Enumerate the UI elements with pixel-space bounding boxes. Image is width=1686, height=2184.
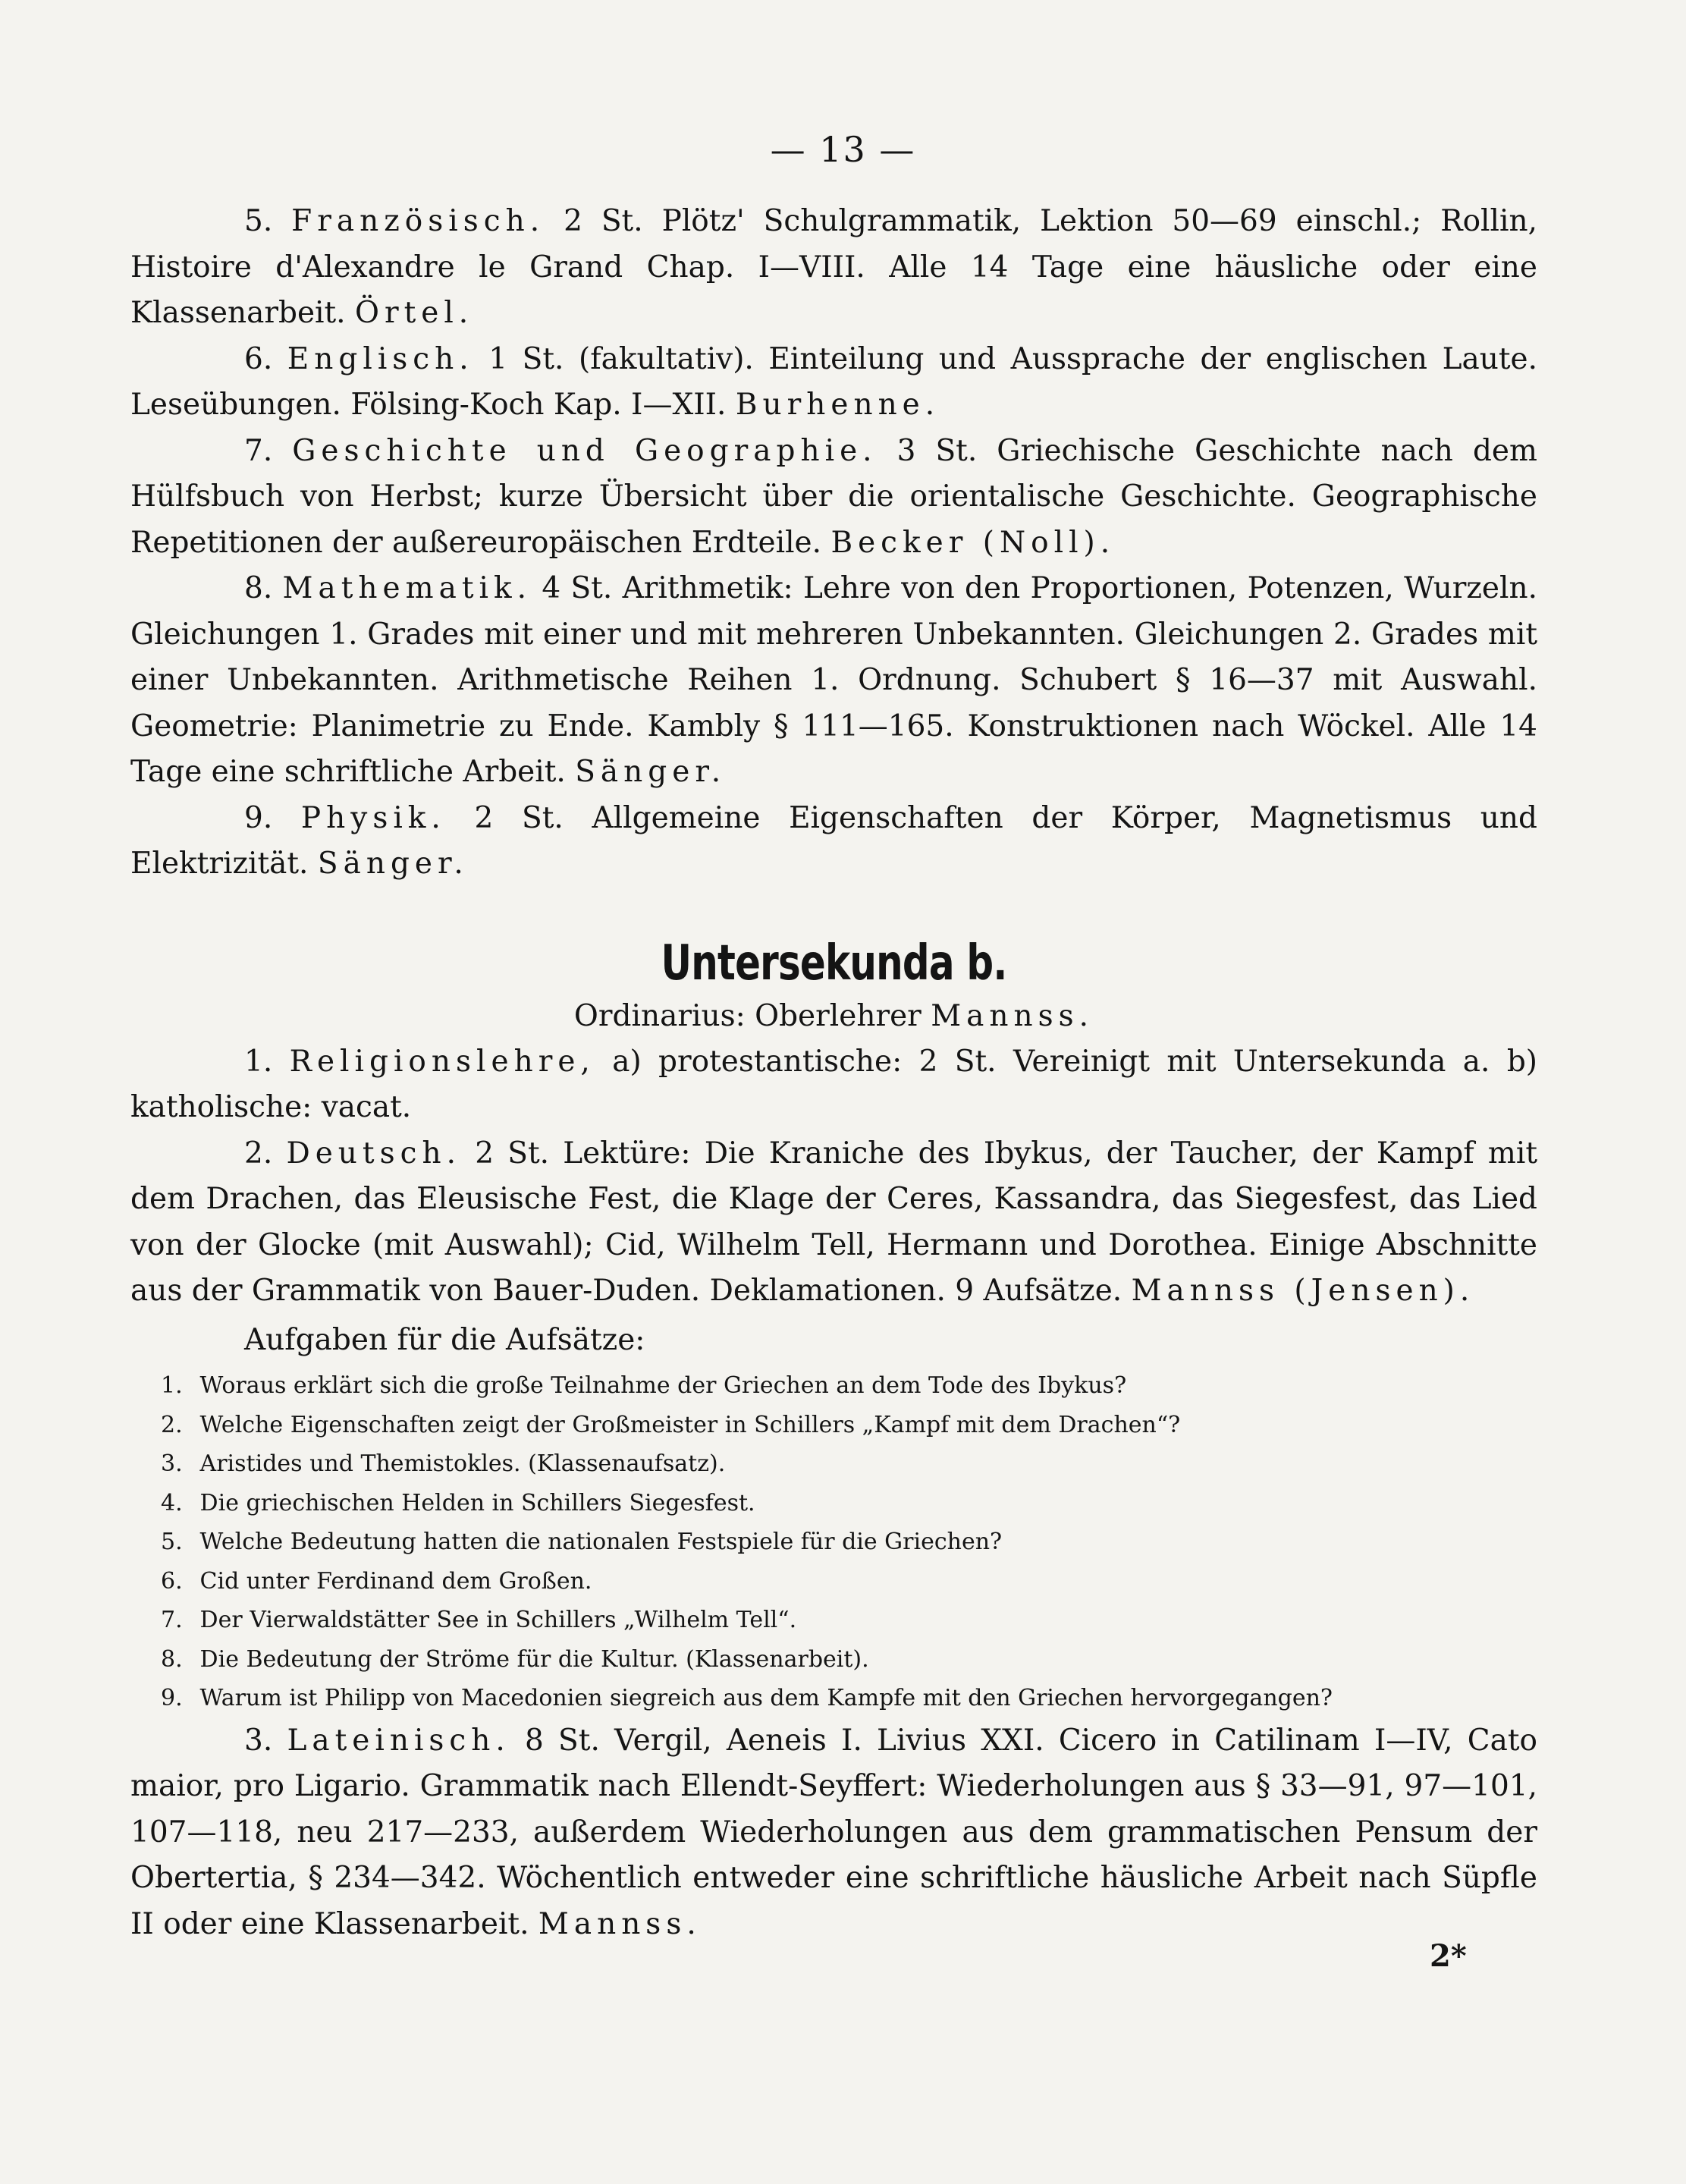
ordinarius-name: Mannss. [931, 998, 1094, 1033]
teacher-name: Burhenne. [735, 388, 940, 422]
list-item: 8. Die Bedeutung der Ströme für die Kultur. (Klassenarbeit). [161, 1645, 869, 1673]
section-physik: 9. Physik. 2 St. Allgemeine Eigenschaften der Körper, Magnetismus und Elektrizität. Sänger. [130, 800, 1537, 881]
class-heading: Untersekunda b. [661, 935, 1007, 991]
list-item: 4. Die griechischen Helden in Schillers Siegesfest. [161, 1489, 755, 1516]
list-item: 9. Warum ist Philipp von Macedonien siegreich aus dem Kampfe mit den Griechen hervorgegangen? [161, 1685, 1333, 1711]
subject-name: Physik. [300, 800, 446, 835]
subject-name: Lateinisch. [287, 1723, 510, 1758]
subject-name: Französisch. [291, 204, 545, 238]
teacher-name: Sänger. [317, 847, 469, 881]
ordinarius-line: Ordinarius: Oberlehrer Mannss. [573, 998, 1094, 1033]
section-mathematik: 8. Mathematik. 4 St. Arithmetik: Lehre von den Proportionen, Potenzen, Wurzeln. Gleichungen 1. Grades mit einer und mit mehreren Unbekannten. Gleichungen 2. Grades mit einer Unbekannten. Arithmetische Reihen 1. Ordnung. Schubert § 16—37 mit Auswahl. Geometrie: Planimetrie zu Ende. Kambly § 111—165. Konstruktionen nach Wöckel. Alle 14 Tage eine schriftliche Arbeit. Sänger. [130, 571, 1537, 789]
list-item: 5. Welche Bedeutung hatten die nationalen Festspiele für die Griechen? [161, 1529, 1003, 1555]
section-englisch: 6. Englisch. 1 St. (fakultativ). Einteilung und Aussprache der englischen Laute. Leseübungen. Fölsing-Koch Kap. I—XII. Burhenne. [130, 341, 1537, 422]
aufgaben-label: Aufgaben für die Aufsätze: [244, 1322, 645, 1357]
list-item: 6. Cid unter Ferdinand dem Großen. [161, 1567, 592, 1595]
subject-name: Englisch. [287, 341, 474, 376]
list-item: 2. Welche Eigenschaften zeigt der Großmeister in Schillers „Kampf mit dem Drachen“? [161, 1411, 1181, 1438]
subject-name: Deutsch. [286, 1136, 461, 1171]
page-body [130, 199, 1537, 1947]
teacher-name: Mannss (Jensen). [1131, 1274, 1475, 1308]
page-number: — 13 — [770, 129, 916, 170]
section-deutsch: 2. Deutsch. 2 St. Lektüre: Die Kraniche des Ibykus, der Taucher, der Kampf mit dem Drachen, das Eleusische Fest, die Klage der Ceres, Kassandra, das Siegesfest, das Lied von der Glocke (mit Auswahl); Cid, Wilhelm Tell, Hermann und Dorothea. Einige Abschnitte aus der Grammatik von Bauer-Duden. Deklamationen. 9 Aufsätze. Mannss (Jensen). [130, 1136, 1538, 1308]
aufsatz-theme-list [130, 1366, 1537, 1718]
subject-name: Religionslehre, [289, 1044, 595, 1079]
list-item: 1. Woraus erklärt sich die große Teilnahme der Griechen an dem Tode des Ibykus? [161, 1372, 1127, 1399]
section-religion: 1. Religionslehre, a) protestantische: 2 St. Vereinigt mit Untersekunda a. b) katholische: vacat. [130, 1044, 1537, 1124]
section-geschichte: 7. Geschichte und Geographie. 3 St. Griechische Geschichte nach dem Hülfsbuch von Herbst; kurze Übersicht über die orientalische Geschichte. Geographische Repetitionen der außereuropäischen Erdteile. Becker (Noll). [130, 433, 1537, 560]
teacher-name: Becker (Noll). [830, 525, 1116, 560]
signature-mark: 2* [1430, 1938, 1467, 1974]
subject-name: Mathematik. [282, 571, 532, 605]
list-item: 7. Der Vierwaldstätter See in Schillers „Wilhelm Tell“. [161, 1607, 797, 1633]
teacher-name: Örtel. [354, 296, 474, 330]
teacher-name: Sänger. [575, 755, 727, 789]
section-franzoesisch: 5. Französisch. 2 St. Plötz' Schulgrammatik, Lektion 50—69 einschl.; Rollin, Histoire d'Alexandre le Grand Chap. I—VIII. Alle 14 Tage eine häusliche oder eine Klassenarbeit. Örtel. [130, 204, 1537, 330]
section-latein: 3. Lateinisch. 8 St. Vergil, Aeneis I. Livius XXI. Cicero in Catilinam I—IV, Cato maior, pro Ligario. Grammatik nach Ellendt-Seyffert: Wiederholungen aus § 33—91, 97—101, 107—118, neu 217—233, außerdem Wiederholungen aus dem grammatischen Pensum der Obertertia, § 234—342. Wöchentlich entweder eine schriftliche häusliche Arbeit nach Süpfle II oder eine Klassenarbeit. Mannss. [130, 1723, 1537, 1941]
teacher-name: Mannss. [538, 1906, 702, 1941]
list-item: 3. Aristides und Themistokles. (Klassenaufsatz). [161, 1450, 726, 1477]
subject-name: Geschichte und Geographie. [292, 433, 878, 468]
